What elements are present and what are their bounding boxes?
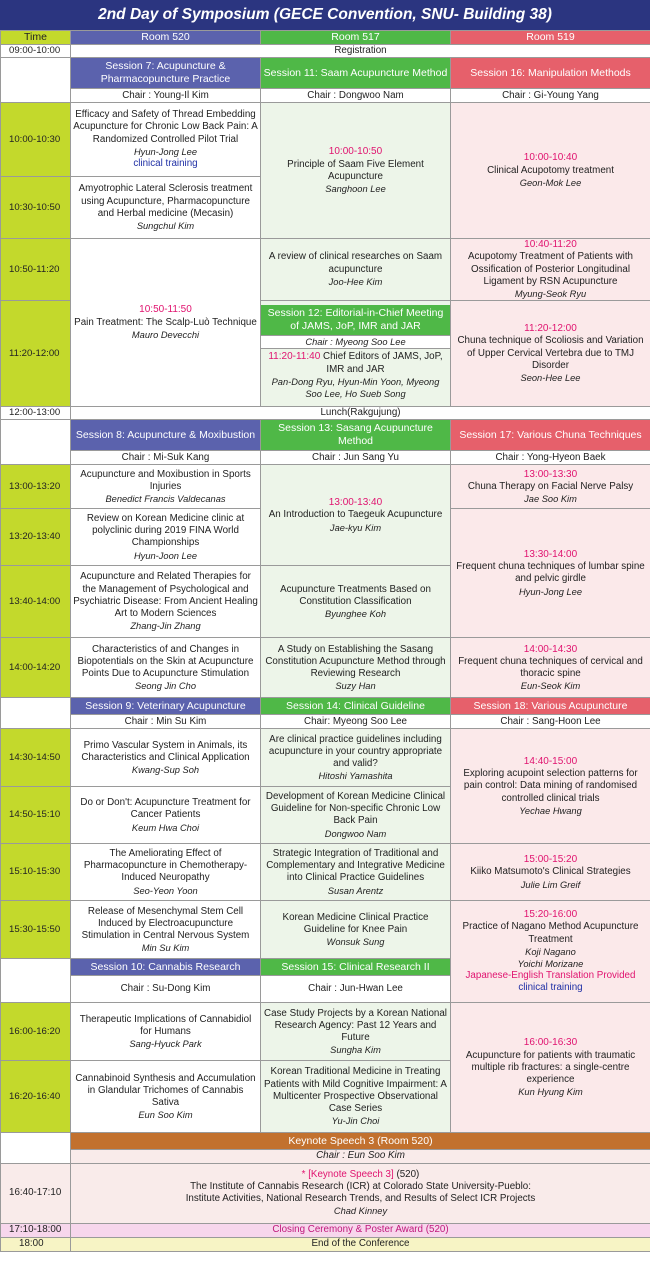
keynote-line-1: The Institute of Cannabis Research (ICR) at Colorado State University-Pueblo: — [190, 1180, 531, 1192]
talk-note: clinical training — [518, 982, 583, 994]
time-cell: 14:50-15:10 — [1, 787, 71, 844]
talk-row — [1, 1003, 650, 1061]
talk-speaker: Jae Soo Kim — [524, 494, 577, 505]
talk-speaker: Mauro Devecchi — [131, 329, 200, 340]
keynote-label: * [Keynote Speech 3] — [301, 1168, 394, 1180]
talk-cell — [71, 901, 261, 959]
chair-cell: Chair : Jun-Hwan Lee — [261, 976, 451, 1003]
talk-cell — [71, 239, 261, 407]
talk-title: Practice of Nagano Method Acupuncture Treatment — [462, 921, 639, 945]
time-cell: 12:00-13:00 — [1, 407, 71, 420]
chair-row — [1, 451, 650, 465]
talk-title: Strategic Integration of Traditional and Complementary and Integrative Medicine into Clinical Practice Guidelines — [266, 848, 445, 884]
talk-cell — [451, 509, 650, 638]
chair-cell: Chair: Myeong Soo Lee — [261, 715, 451, 729]
talk-row — [1, 465, 650, 509]
time-cell-empty — [1, 1133, 71, 1163]
time-cell: 10:30-10:50 — [1, 177, 71, 239]
talk-cell — [261, 844, 451, 901]
talk-speaker: Kwang-Sup Soh — [131, 765, 200, 776]
talk-cell — [71, 729, 261, 787]
talk-speaker: Keum Hwa Choi — [131, 822, 200, 833]
talk-note: clinical training — [133, 158, 198, 169]
talk-speaker: Hyun-Jong Lee — [133, 146, 198, 157]
talk-speaker: Yu-Jin Choi — [331, 1116, 380, 1127]
time-cell: 10:50-11:20 — [1, 239, 71, 301]
talk-speaker: Geon-Mok Lee — [519, 177, 582, 188]
time-cell: 13:20-13:40 — [1, 509, 71, 566]
talk-title: A review of clinical researches on Saam acupuncture — [268, 251, 443, 275]
talk-title: An Introduction to Taegeuk Acupuncture — [268, 509, 443, 521]
talk-speaker: Sanghoon Lee — [325, 183, 386, 194]
talk-title: Cannabinoid Synthesis and Accumulation in Glandular Trichomes of Cannabis Sativa — [75, 1072, 256, 1108]
time-cell: 13:40-14:00 — [1, 566, 71, 638]
talk-speaker: Hyun-Joon Lee — [133, 550, 198, 561]
talk-cell — [451, 844, 650, 901]
closing-row — [1, 1223, 650, 1237]
talk-speaker: Chad Kinney — [333, 1206, 388, 1217]
talk-title: The Ameliorating Effect of Pharmacopuncture in Chemotherapy-Induced Neuropathy — [83, 848, 248, 884]
session-7-title: Session 7: Acupuncture & Pharmacopuncture Practice — [71, 58, 261, 89]
talk-title: Frequent chuna techniques of lumbar spine and pelvic girdle — [456, 561, 645, 585]
session-11-title: Session 11: Saam Acupuncture Method — [261, 58, 451, 89]
talk-time: 10:00-10:40 — [523, 152, 578, 164]
talk-title: Korean Traditional Medicine in Treating Patients with Mild Cognitive Impairment: A Multicenter Prospective Observational Case Series — [264, 1066, 447, 1115]
talk-speaker: Seon-Hee Lee — [520, 373, 581, 384]
talk-cell — [451, 301, 650, 407]
talk-speaker: Min Su Kim — [141, 943, 190, 954]
talk-title: Primo Vascular System in Animals, its Characteristics and Clinical Application — [81, 739, 250, 763]
keynote-row — [1, 1133, 650, 1150]
talk-speaker: Sungchul Kim — [136, 220, 195, 231]
time-cell: 09:00-10:00 — [1, 45, 71, 58]
closing-label: Closing Ceremony & Poster Award — [272, 1224, 424, 1236]
talk-row — [1, 638, 650, 698]
talk-speaker: Byunghee Koh — [325, 609, 386, 620]
talk-cell — [261, 566, 451, 638]
talk-row — [1, 239, 650, 301]
chair-cell: Chair : Min Su Kim — [71, 715, 261, 729]
talk-cell — [71, 509, 261, 566]
chair-cell: Chair : Dongwoo Nam — [261, 89, 451, 103]
talk-cell — [261, 465, 451, 566]
talk-speaker: Pan-Dong Ryu, Hyun-Min Yoon, Myeong Soo Lee, Ho Sueb Song — [271, 376, 440, 399]
talk-speaker: Myung-Seok Ryu — [514, 289, 587, 300]
talk-cell — [451, 465, 650, 509]
talk-title: Kiiko Matsumoto's Clinical Strategies — [470, 866, 631, 878]
session-9-title: Session 9: Veterinary Acupuncture — [71, 698, 261, 715]
talk-title: Exploring acupoint selection patterns for pain control: Data mining of randomised controlled clinical trials — [463, 768, 638, 804]
keynote-talk-row — [1, 1163, 650, 1223]
time-cell: 14:30-14:50 — [1, 729, 71, 787]
session-10-title: Session 10: Cannabis Research — [71, 959, 261, 976]
keynote-line-2: Institute Activities, National Research Trends, and Results of Select ICR Projects — [185, 1193, 536, 1205]
talk-time: 11:20-11:40 — [268, 351, 321, 363]
talk-cell — [71, 103, 261, 177]
lunch-cell: Lunch(Rakgujung) — [71, 407, 650, 420]
talk-speaker: Yechae Hwang — [519, 805, 582, 816]
chair-cell: Chair : Mi-Suk Kang — [71, 451, 261, 465]
talk-cell — [261, 901, 451, 959]
talk-time: 10:00-10:50 — [328, 146, 383, 158]
talk-cell — [451, 1003, 650, 1133]
talk-speaker: Koji Nagano — [525, 946, 576, 957]
keynote-room: (520) — [396, 1168, 420, 1180]
talk-speaker: Jae-kyu Kim — [329, 522, 382, 533]
registration-cell: Registration — [71, 45, 650, 58]
keynote-title: Keynote Speech 3 (Room 520) — [71, 1133, 650, 1150]
time-cell: 10:00-10:30 — [1, 103, 71, 177]
chair-cell: Chair : Jun Sang Yu — [261, 451, 451, 465]
talk-title: Case Study Projects by a Korean National Research Agency: Past 12 Years and Future — [264, 1007, 447, 1043]
closing-room: (520) — [425, 1224, 449, 1236]
talk-speaker: Sungha Kim — [330, 1045, 381, 1056]
time-cell: 15:10-15:30 — [1, 844, 71, 901]
chair-cell: Chair : Eun Soo Kim — [71, 1150, 650, 1163]
talk-title: Clinical Acupotomy treatment — [487, 164, 614, 176]
header-room-517: Room 517 — [261, 31, 451, 45]
chair-cell: Chair : Sang-Hoon Lee — [451, 715, 650, 729]
chair-cell: Chair : Su-Dong Kim — [71, 976, 261, 1003]
talk-title: Principle of Saam Five Element Acupuncture — [287, 158, 424, 182]
talk-speaker: Seo-Yeon Yoon — [133, 885, 198, 896]
talk-cell — [261, 729, 451, 787]
talk-title: Efficacy and Safety of Thread Embedding Acupuncture for Chronic Low Back Pain: A Randomized Controlled Pilot Trial — [73, 109, 258, 145]
talk-title: Chuna Therapy on Facial Nerve Palsy — [467, 480, 634, 492]
talk-cell — [71, 638, 261, 698]
talk-title: Do or Don't: Acupuncture Treatment for Cancer Patients — [80, 797, 251, 821]
talk-title: Pain Treatment: The Scalp-Luò Technique — [74, 316, 257, 328]
talk-time: 10:50-11:50 — [139, 304, 192, 316]
chair-row — [1, 1150, 650, 1163]
talk-time: 15:00-15:20 — [523, 854, 578, 866]
talk-row — [1, 103, 650, 177]
talk-title: Frequent chuna techniques of cervical and thoracic spine — [458, 655, 643, 679]
talk-cell — [71, 787, 261, 844]
time-cell-empty — [1, 959, 71, 1003]
talk-title: Chief Editors of JAMS, JoP, IMR and JAR — [323, 351, 443, 375]
talk-speaker: Sang-Hyuck Park — [129, 1039, 202, 1050]
talk-speaker: Suzy Han — [335, 681, 376, 692]
chair-row — [1, 715, 650, 729]
talk-time: 13:00-13:30 — [523, 468, 578, 480]
talk-cell — [451, 901, 650, 1003]
session-row — [1, 420, 650, 451]
talk-cell — [71, 1003, 261, 1061]
header-row — [1, 31, 650, 45]
session-12-title: Session 12: Editorial-in-Chief Meeting of JAMS, JoP, IMR and JAR — [261, 305, 450, 336]
talk-note: Japanese-English Translation Provided — [465, 970, 636, 982]
page-title: 2nd Day of Symposium (GECE Convention, SNU- Building 38) — [0, 0, 650, 30]
chair-cell: Chair : Myeong Soo Lee — [261, 336, 450, 349]
talk-cell — [451, 729, 650, 844]
time-cell-empty — [1, 698, 71, 729]
talk-time: 14:00-14:30 — [523, 643, 578, 655]
time-cell: 16:20-16:40 — [1, 1061, 71, 1133]
talk-speaker: Eun-Seok Kim — [520, 681, 581, 692]
session-8-title: Session 8: Acupuncture & Moxibustion — [71, 420, 261, 451]
talk-title: Amyotrophic Lateral Sclerosis treatment using Acupuncture, Pharmacopuncture and Herbal medicine (Mecasin) — [78, 183, 253, 219]
talk-title: Acupuncture and Moxibustion in Sports Injuries — [80, 468, 251, 492]
talk-time: 16:00-16:30 — [523, 1037, 578, 1049]
schedule-table — [0, 30, 650, 1252]
talk-time: 10:40-11:20 — [524, 239, 577, 251]
chair-cell: Chair : Yong-Hyeon Baek — [451, 451, 650, 465]
talk-title: Acupuncture and Related Therapies for the Management of Psychological and Psychiatric Disease: From Ancient Healing Art to Modern Sciences — [73, 571, 258, 620]
talk-speaker: Eun Soo Kim — [138, 1110, 193, 1121]
talk-time: 15:20-16:00 — [523, 909, 578, 921]
talk-cell — [261, 787, 451, 844]
talk-cell — [261, 1003, 451, 1061]
session-18-title: Session 18: Various Acupuncture — [451, 698, 650, 715]
talk-row — [1, 901, 650, 959]
session-15-title: Session 15: Clinical Research II — [261, 959, 451, 976]
talk-cell — [451, 103, 650, 239]
end-row — [1, 1237, 650, 1251]
time-cell: 15:30-15:50 — [1, 901, 71, 959]
talk-speaker: Susan Arentz — [327, 885, 384, 896]
editorial-cell — [261, 301, 451, 407]
time-cell: 17:10-18:00 — [1, 1223, 71, 1237]
end-cell: End of the Conference — [71, 1237, 650, 1251]
keynote-talk-cell — [71, 1163, 650, 1223]
talk-cell — [71, 844, 261, 901]
talk-time: 11:20-12:00 — [524, 323, 577, 335]
talk-title: Korean Medicine Clinical Practice Guideline for Knee Pain — [282, 911, 429, 935]
talk-title: Chuna technique of Scoliosis and Variation of Upper Cervical Vertebra due to TMJ Disorder — [457, 335, 644, 371]
chair-cell: Chair : Gi-Young Yang — [451, 89, 650, 103]
talk-cell — [71, 465, 261, 509]
session-13-title: Session 13: Sasang Acupuncture Method — [261, 420, 451, 451]
talk-cell — [261, 638, 451, 698]
header-room-520: Room 520 — [71, 31, 261, 45]
talk-title: Acupuncture for patients with traumatic multiple rib fractures: a single-centre experience — [465, 1049, 636, 1086]
closing-cell — [71, 1223, 650, 1237]
talk-title: Characteristics of and Changes in Biopotentials on the Skin at Acupuncture Points Due to Acupuncture Stimulation — [77, 643, 254, 679]
session-14-title: Session 14: Clinical Guideline — [261, 698, 451, 715]
talk-cell — [451, 638, 650, 698]
talk-cell — [261, 239, 451, 301]
talk-speaker: Hyun-Jong Lee — [518, 586, 583, 597]
session-17-title: Session 17: Various Chuna Techniques — [451, 420, 650, 451]
talk-speaker: Hitoshi Yamashita — [318, 771, 393, 782]
time-cell: 16:40-17:10 — [1, 1163, 71, 1223]
time-cell: 13:00-13:20 — [1, 465, 71, 509]
talk-time: 14:40-15:00 — [523, 755, 578, 767]
talk-title: A Study on Establishing the Sasang Constitution Acupuncture Method through Reviewing Research — [265, 643, 446, 679]
talk-cell — [261, 103, 451, 239]
time-cell: 16:00-16:20 — [1, 1003, 71, 1061]
talk-speaker: Zhang-Jin Zhang — [130, 621, 201, 632]
chair-row — [1, 89, 650, 103]
time-cell: 11:20-12:00 — [1, 301, 71, 407]
talk-speaker: Benedict Francis Valdecanas — [105, 494, 226, 505]
talk-title: Acupotomy Treatment of Patients with Ossification of Posterior Longitudinal Ligament by RSN Acupuncture — [468, 251, 633, 287]
talk-speaker: Yoichi Morizane — [517, 959, 584, 970]
session-row — [1, 58, 650, 89]
talk-title: Therapeutic Implications of Cannabidiol for Humans — [79, 1013, 252, 1037]
talk-title: Are clinical practice guidelines including acupuncture in your country appropriate and valid? — [268, 733, 443, 769]
lunch-row — [1, 407, 650, 420]
talk-speaker: Wonsuk Sung — [326, 937, 385, 948]
talk-speaker: Dongwoo Nam — [324, 828, 387, 839]
chair-cell: Chair : Young-Il Kim — [71, 89, 261, 103]
talk-cell — [451, 239, 650, 301]
header-room-519: Room 519 — [451, 31, 650, 45]
talk-speaker: Julie Lim Greif — [520, 879, 581, 890]
talk-speaker: Kun Hyung Kim — [518, 1087, 583, 1098]
header-time: Time — [1, 31, 71, 45]
time-cell-empty — [1, 58, 71, 103]
talk-cell — [71, 566, 261, 638]
session-row — [1, 698, 650, 715]
talk-speaker: Joo-Hee Kim — [328, 276, 383, 287]
talk-title: Acupuncture Treatments Based on Constitution Classification — [280, 583, 431, 607]
session-16-title: Session 16: Manipulation Methods — [451, 58, 650, 89]
talk-time: 13:00-13:40 — [328, 497, 383, 509]
talk-cell — [71, 177, 261, 239]
talk-row — [1, 729, 650, 787]
talk-cell — [261, 1061, 451, 1133]
registration-row — [1, 45, 650, 58]
talk-title: Review on Korean Medicine clinic at polyclinic during 2019 FINA World Championships — [86, 513, 245, 549]
talk-cell — [71, 1061, 261, 1133]
talk-row — [1, 844, 650, 901]
talk-title: Development of Korean Medicine Clinical Guideline for Non-specific Chronic Low Back Pain — [265, 791, 446, 827]
time-cell: 18:00 — [1, 1237, 71, 1251]
talk-title: Release of Mesenchymal Stem Cell Induced by Electroacupuncture Stimulation in Central Nervous System — [81, 905, 250, 941]
talk-speaker: Seong Jin Cho — [135, 681, 196, 692]
talk-time: 13:30-14:00 — [523, 549, 578, 561]
time-cell: 14:00-14:20 — [1, 638, 71, 698]
time-cell-empty — [1, 420, 71, 465]
